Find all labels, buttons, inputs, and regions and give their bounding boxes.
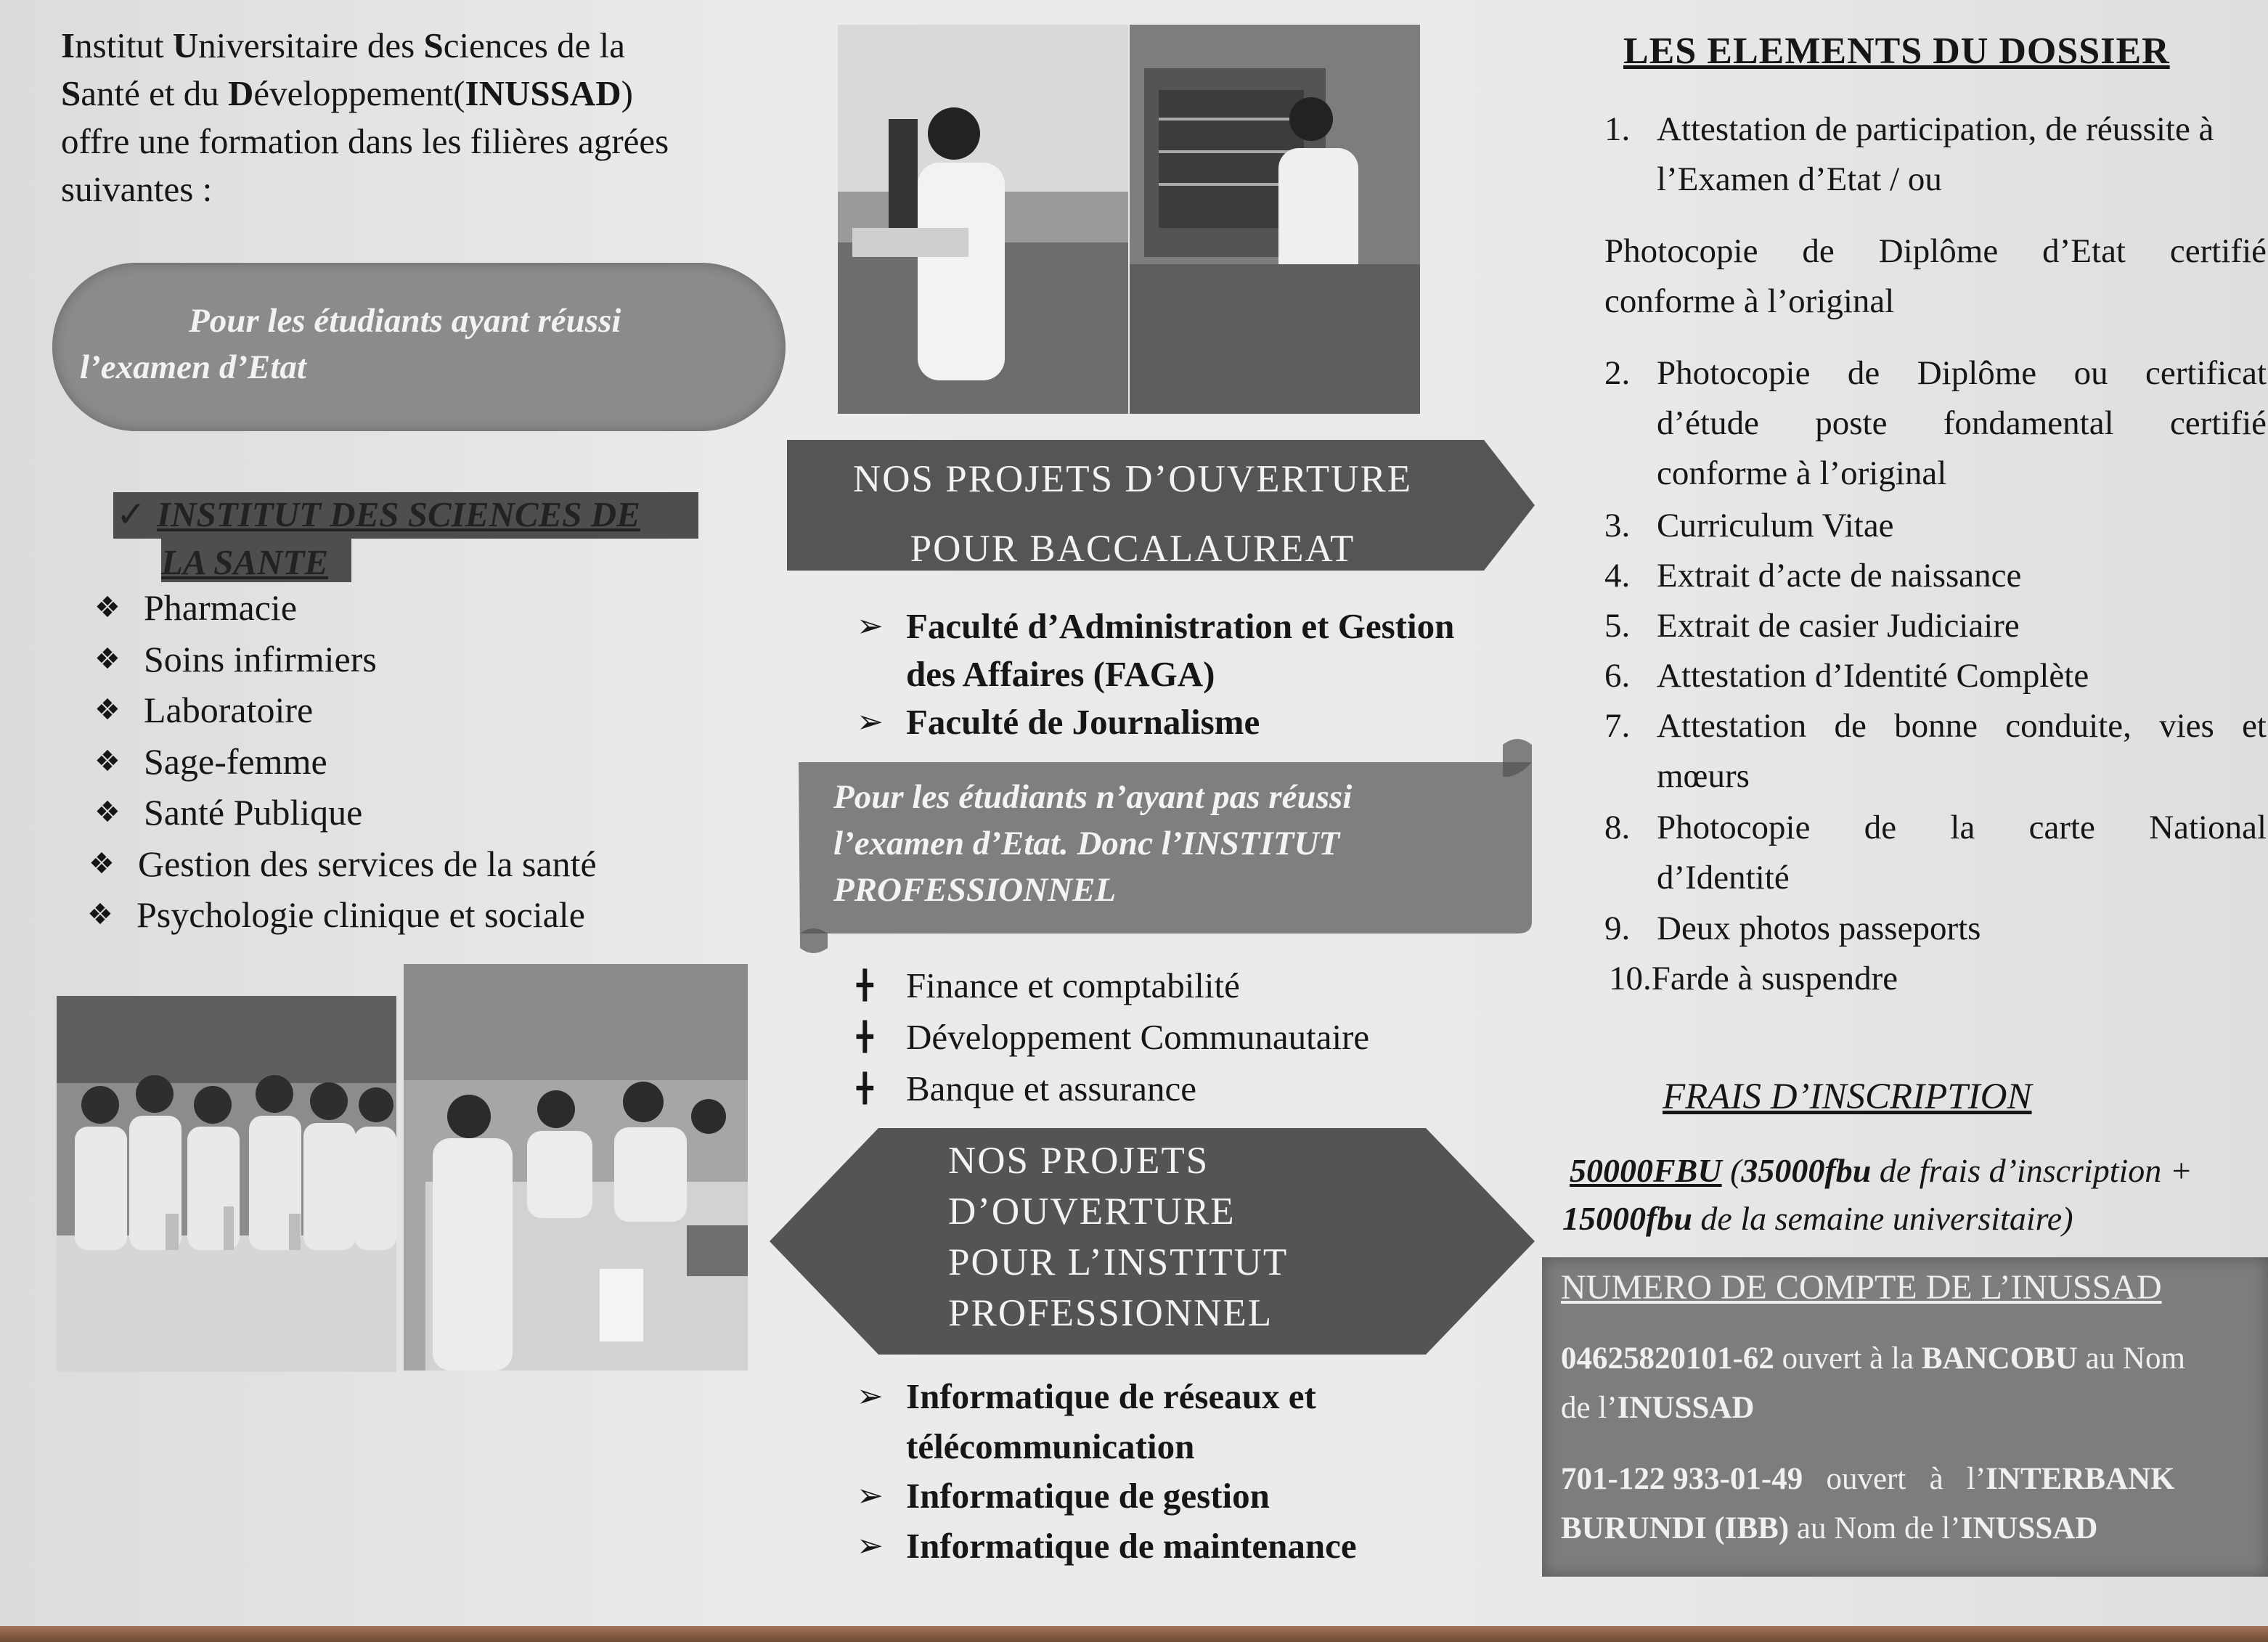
- list-item: [94, 736, 748, 788]
- item-number: 4.: [1604, 557, 1631, 595]
- intro-cap: U: [172, 25, 199, 65]
- program-label: Psychologie clinique et sociale: [136, 894, 585, 935]
- exam-passed-line-2: l’examen d’Etat: [80, 348, 306, 386]
- health-heading-line-2: LA SANTE: [161, 542, 329, 582]
- table-surface: [0, 1626, 2268, 1642]
- account-holder: INUSSAD: [1617, 1391, 1755, 1425]
- students-practical-photo: [404, 964, 748, 1371]
- item-number: 7.: [1604, 707, 1631, 745]
- intro-word: ): [621, 73, 633, 113]
- list-item: [94, 685, 748, 736]
- note-text: Photocopie de Diplôme d’Etat certifié: [1604, 232, 2267, 270]
- project-label-cont: télécommunication: [906, 1426, 1195, 1466]
- list-item: [94, 582, 748, 634]
- bac-projects-list: [857, 603, 1532, 746]
- bank-accounts-title: NUMERO DE COMPTE DE L’INUSSAD: [1561, 1268, 2162, 1307]
- account-number: 701-122 933-01-49: [1561, 1462, 1803, 1496]
- item-text: Attestation de participation, de réussite à: [1657, 110, 2214, 148]
- item-number: 8.: [1604, 809, 1631, 846]
- intro-line-4: suivantes :: [61, 169, 213, 209]
- item-number: 9.: [1604, 910, 1631, 947]
- item-text: Attestation d’Identité Complète: [1657, 657, 2089, 695]
- bank-account-1: [1561, 1334, 2265, 1384]
- account-text: ouvert à l’: [1803, 1462, 1986, 1496]
- list-item: [857, 1011, 1532, 1063]
- bank-name: BANCOBU: [1921, 1341, 2078, 1376]
- list-item: [94, 634, 748, 685]
- bank-account-2-holder: [1561, 1504, 2097, 1553]
- project-label: Faculté de Journalisme: [906, 702, 1260, 742]
- fees-registration-amount: 35000fbu: [1741, 1152, 1872, 1189]
- list-item: [89, 838, 748, 890]
- health-programs-list: [87, 582, 748, 941]
- account-number: 04625820101-62: [1561, 1341, 1774, 1376]
- dossier-item-8: [1604, 803, 2267, 904]
- pro-projects-line-1: NOS PROJETS: [948, 1140, 1210, 1182]
- item-number: 5.: [1604, 607, 1631, 645]
- account-holder: INUSSAD: [1960, 1511, 2098, 1545]
- dossier-item-5: [1604, 601, 2267, 652]
- project-label: Informatique de maintenance: [906, 1525, 1357, 1566]
- intro-word: nstitut: [75, 25, 173, 65]
- pro-projects-line-3: POUR L’INSTITUT: [948, 1241, 1289, 1283]
- list-item: [857, 603, 1532, 698]
- list-item: [857, 1063, 1532, 1114]
- dossier-item-2: [1604, 348, 2267, 501]
- bac-projects-line-1: NOS PROJETS D’OUVERTURE: [852, 458, 1413, 500]
- exam-passed-line-1: Pour les étudiants ayant réussi: [189, 302, 621, 340]
- fees-university-week-amount: 15000fbu: [1562, 1200, 1692, 1237]
- item-number: 6.: [1604, 657, 1631, 695]
- diamond-bullet-icon: ❖: [87, 898, 113, 931]
- item-text: Extrait de casier Judiciaire: [1657, 607, 2020, 645]
- item-text: Attestation de bonne conduite, vies et: [1657, 707, 2267, 745]
- cross-bullet-icon: ╋: [857, 969, 873, 1001]
- professional-projects-list: [857, 1372, 1532, 1571]
- dossier-item-3: [1604, 501, 2267, 552]
- not-passed-line-1: Pour les étudiants n’ayant pas réussi: [833, 778, 1353, 816]
- intro-line-1: [61, 22, 743, 70]
- intro-word: anté et du: [81, 73, 228, 113]
- diamond-bullet-icon: ❖: [94, 796, 121, 829]
- program-label: Développement Communautaire: [906, 1017, 1370, 1057]
- program-label: Soins infirmiers: [144, 638, 377, 679]
- fees-university-week-label: de la semaine universitaire): [1692, 1200, 2073, 1237]
- bac-projects-line-2: POUR BACCALAUREAT: [910, 528, 1355, 570]
- item-text-cont: conforme à l’original: [1657, 454, 1947, 492]
- item-text: Photocopie de Diplôme ou certificat: [1657, 354, 2267, 392]
- item-text: Deux photos passeports: [1657, 910, 1981, 947]
- professional-programs-list: [857, 960, 1532, 1114]
- project-label: Informatique de gestion: [906, 1476, 1270, 1516]
- program-label: Laboratoire: [144, 690, 314, 730]
- project-label: Faculté d’Administration et Gestion: [906, 606, 1455, 646]
- not-passed-text: [833, 774, 1487, 913]
- diamond-bullet-icon: ❖: [94, 642, 121, 676]
- list-item: [857, 960, 1532, 1011]
- intro-cap: I: [61, 25, 76, 65]
- account-text: au Nom: [2077, 1341, 2185, 1376]
- item-number: 2.: [1604, 354, 1631, 392]
- account-text: de l’: [1561, 1391, 1618, 1425]
- diamond-bullet-icon: ❖: [89, 846, 115, 881]
- diamond-bullet-icon: ❖: [94, 591, 121, 624]
- arrow-bullet-icon: ➢: [857, 703, 884, 740]
- note-text-cont: conforme à l’original: [1604, 282, 1895, 320]
- program-label: Pharmacie: [144, 587, 298, 628]
- students-lab-photo: [57, 996, 396, 1372]
- fees-registration-label: de frais d’inscription +: [1871, 1152, 2192, 1189]
- intro-cap: S: [61, 73, 81, 113]
- project-label: Informatique de réseaux et: [906, 1376, 1316, 1416]
- intro-acronym: INUSSAD: [465, 73, 621, 113]
- program-label: Gestion des services de la santé: [138, 843, 597, 884]
- dossier-note: [1604, 226, 2267, 327]
- intro-line-2: [61, 70, 743, 118]
- health-heading-line-1: INSTITUT DES SCIENCES DE: [157, 494, 640, 534]
- fees-text: [1562, 1147, 2267, 1243]
- account-text: au Nom de l’: [1789, 1511, 1961, 1545]
- fees-title: FRAIS D’INSCRIPTION: [1663, 1077, 2032, 1117]
- professional-projects-heading: [948, 1135, 1471, 1339]
- item-text: Curriculum Vitae: [1657, 507, 1894, 544]
- item-text: Photocopie de la carte National: [1657, 809, 2267, 846]
- program-label: Sage-femme: [144, 740, 327, 782]
- not-passed-line-2: l’examen d’Etat. Donc l’INSTITUT: [833, 825, 1340, 862]
- microscope-photo: [838, 25, 1128, 414]
- intro-word: ciences de la: [443, 25, 626, 65]
- item-text-cont: l’Examen d’Etat / ou: [1657, 160, 1942, 198]
- lab-equipment-photo: [1130, 25, 1420, 414]
- item-text-cont: d’Identité: [1657, 859, 1790, 896]
- intro-cap: D: [228, 73, 254, 113]
- program-label: Banque et assurance: [906, 1069, 1196, 1108]
- intro-word: éveloppement(: [253, 73, 465, 113]
- intro-word: niversitaire des: [198, 25, 424, 65]
- program-label: Santé Publique: [144, 792, 363, 833]
- health-institute-heading: [116, 491, 704, 587]
- bac-projects-heading: [799, 444, 1467, 584]
- dossier-item-4: [1604, 551, 2267, 602]
- fees-paren: (: [1730, 1152, 1742, 1189]
- arrow-bullet-icon: ➢: [857, 608, 884, 645]
- diamond-bullet-icon: ❖: [94, 693, 121, 727]
- arrow-bullet-icon: ➢: [857, 1477, 884, 1514]
- list-item: [857, 1521, 1532, 1572]
- intro-paragraph: [61, 22, 743, 213]
- bank-account-2: [1561, 1455, 2265, 1504]
- pro-projects-line-2: D’OUVERTURE: [948, 1190, 1236, 1233]
- item-text: Extrait d’acte de naissance: [1657, 557, 2022, 595]
- list-item: [87, 889, 748, 941]
- item-number: 3.: [1604, 507, 1631, 544]
- exam-passed-text: [80, 298, 719, 391]
- bank-account-1-holder: [1561, 1384, 1754, 1433]
- list-item: [857, 1372, 1532, 1471]
- arrow-bullet-icon: ➢: [857, 1527, 884, 1564]
- dossier-item-6: [1604, 651, 2267, 702]
- intro-line-3: offre une formation dans les filières agrées: [61, 121, 669, 161]
- dossier-item-7: [1604, 701, 2267, 803]
- bank-name: BURUNDI (IBB): [1561, 1511, 1790, 1545]
- item-number: 1.: [1604, 110, 1631, 148]
- not-passed-line-3: PROFESSIONNEL: [833, 871, 1117, 909]
- account-text: ouvert à la: [1774, 1341, 1922, 1376]
- bank-name: INTERBANK: [1986, 1462, 2175, 1496]
- project-label-cont: des Affaires (FAGA): [906, 654, 1215, 694]
- dossier-item-1: [1604, 105, 2268, 206]
- pro-projects-line-4: PROFESSIONNEL: [948, 1292, 1273, 1334]
- list-item: [94, 787, 748, 838]
- item-text-cont: d’étude poste fondamental certifié: [1657, 404, 2267, 442]
- item-text-cont: mœurs: [1657, 757, 1750, 795]
- intro-cap: S: [423, 25, 444, 65]
- list-item: [857, 1471, 1532, 1521]
- check-icon: ✓: [116, 494, 147, 535]
- diamond-bullet-icon: ❖: [94, 744, 121, 778]
- dossier-title: LES ELEMENTS DU DOSSIER: [1623, 30, 2170, 72]
- fees-total: 50000FBU: [1570, 1152, 1722, 1189]
- arrow-bullet-icon: ➢: [857, 1378, 884, 1415]
- cross-bullet-icon: ╋: [857, 1021, 873, 1053]
- dossier-item-9: [1604, 904, 2267, 955]
- cross-bullet-icon: ╋: [857, 1072, 873, 1104]
- dossier-item-10: 10.Farde à suspendre: [1609, 960, 1898, 997]
- program-label: Finance et comptabilité: [906, 965, 1240, 1005]
